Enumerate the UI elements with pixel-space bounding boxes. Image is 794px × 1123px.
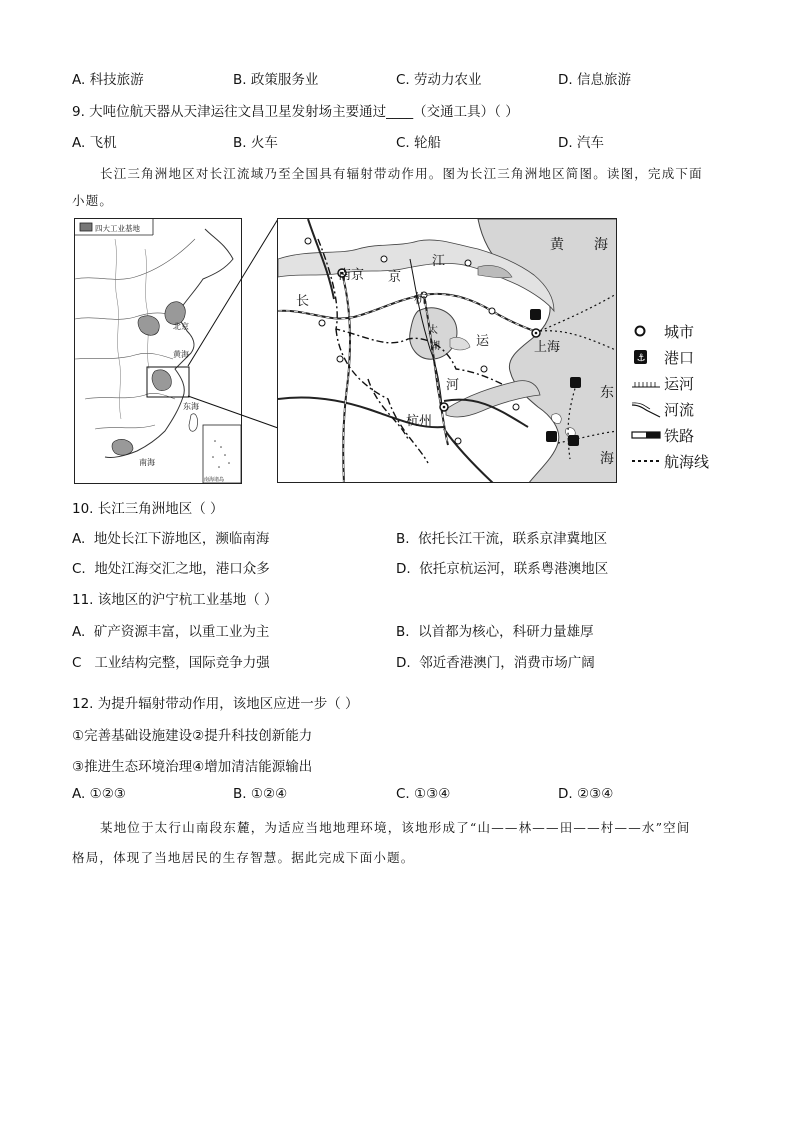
anchor-icon <box>630 347 662 367</box>
yangtze-delta-map <box>277 218 617 483</box>
q10-option-b[interactable]: B. 依托长江干流，联系京津冀地区 <box>396 531 608 547</box>
port-icon <box>546 431 557 442</box>
q9-stem: 9. 大吨位航天器从天津运往文昌卫星发射场主要通过____（交通工具）（ ） <box>72 104 519 120</box>
nanjing-label: 南京 <box>338 268 365 283</box>
q8-option-d[interactable]: D. 信息旅游 <box>558 72 631 88</box>
q12-option-c[interactable]: C. ①③④ <box>396 786 451 802</box>
q11-option-d[interactable]: D. 邻近香港澳门，消费市场广阔 <box>396 655 595 671</box>
hang-label: 杭 <box>414 292 428 307</box>
q10-option-d[interactable]: D. 依托京杭运河，联系粤港澳地区 <box>396 561 609 577</box>
q11-option-a[interactable]: A. 矿产资源丰富，以重工业为主 <box>72 624 270 640</box>
hai2-label: 海 <box>600 451 614 467</box>
intro2-line1: 某地位于太行山南段东麓，为适应当地地理环境，该地形成了“山——林——田——村——水”空间 <box>100 820 691 835</box>
legend-port: ⚓ 港口 <box>630 346 694 368</box>
legend-shipping: 航海线 <box>664 452 710 471</box>
q10-option-a[interactable]: A. 地处长江下游地区，濒临南海 <box>72 531 270 547</box>
q10-option-c[interactable]: C. 地处江海交汇之地，港口众多 <box>72 561 270 577</box>
q10-stem: 10. 长江三角洲地区（ ） <box>72 501 224 517</box>
q12-option-a[interactable]: A. ①②③ <box>72 786 126 802</box>
port-icon <box>570 377 581 388</box>
dong-label: 东 <box>600 385 614 401</box>
q12-stem: 12. 为提升辐射带动作用，该地区应进一步（ ） <box>72 696 359 712</box>
q9-option-d[interactable]: D. 汽车 <box>558 135 604 151</box>
intro2-line2: 格局，体现了当地居民的生存智慧。据此完成下面小题。 <box>72 850 415 865</box>
q9-option-b[interactable]: B. 火车 <box>233 135 278 151</box>
q8-option-a[interactable]: A. 科技旅游 <box>72 72 144 88</box>
hai1-label: 海 <box>594 237 608 253</box>
he-label: 河 <box>446 378 460 393</box>
q8-option-b[interactable]: B. 政策服务业 <box>233 72 319 88</box>
map-legend <box>630 320 740 490</box>
legend-canal: 运河 <box>664 374 695 393</box>
q12-item-line2: ③推进生态环境治理④增加清洁能源输出 <box>72 759 313 775</box>
q9-option-c[interactable]: C. 轮船 <box>396 135 442 151</box>
q12-option-b[interactable]: B. ①②④ <box>233 786 288 802</box>
svg-text:⚓: ⚓ <box>636 353 646 364</box>
port-icon <box>530 309 541 320</box>
hangzhou-label: 杭州 <box>406 414 433 429</box>
huanghai-label: 黄海 <box>173 350 189 359</box>
q9-option-a[interactable]: A. 飞机 <box>72 135 117 151</box>
nanhai-label: 南海 <box>139 458 155 467</box>
q12-item-line1: ①完善基础设施建设②提升科技创新能力 <box>72 728 313 744</box>
chang-label: 长 <box>296 294 310 309</box>
industrial-base-legend-label: 四大工业基地 <box>95 224 140 233</box>
q12-option-d[interactable]: D. ②③④ <box>558 786 614 802</box>
legend-railway: 铁路 <box>630 424 694 446</box>
q11-stem: 11. 该地区的沪宁杭工业基地（ ） <box>72 592 278 608</box>
legend-river: 河流 <box>630 398 694 420</box>
yangtze-delta-map-svg <box>278 219 617 483</box>
shanghai-label: 上海 <box>534 340 561 355</box>
intro1-line2: 小题。 <box>72 193 114 208</box>
yun-label: 运 <box>476 334 490 349</box>
q11-option-c[interactable]: C 工业结构完整，国际竞争力强 <box>72 655 270 671</box>
tai-label: 太 <box>428 325 438 336</box>
hu-label: 湖 <box>430 341 440 352</box>
huang-label: 黄 <box>550 237 564 253</box>
beijing-label: 北京 <box>173 322 189 331</box>
legend-city: 城市 <box>630 320 694 342</box>
intro1-line1: 长江三角洲地区对长江流域乃至全国具有辐射带动作用。图为长江三角洲地区简图。读图，完成下面 <box>100 166 703 181</box>
q11-option-b[interactable]: B. 以首都为核心，科研力量雄厚 <box>396 624 594 640</box>
port-icon <box>568 435 579 446</box>
jiang-label: 江 <box>432 254 446 269</box>
q8-option-c[interactable]: C. 劳动力农业 <box>396 72 482 88</box>
jing-label: 京 <box>388 270 402 285</box>
inset-label: 南海诸岛 <box>204 477 225 483</box>
donghai-label: 东海 <box>183 402 199 411</box>
